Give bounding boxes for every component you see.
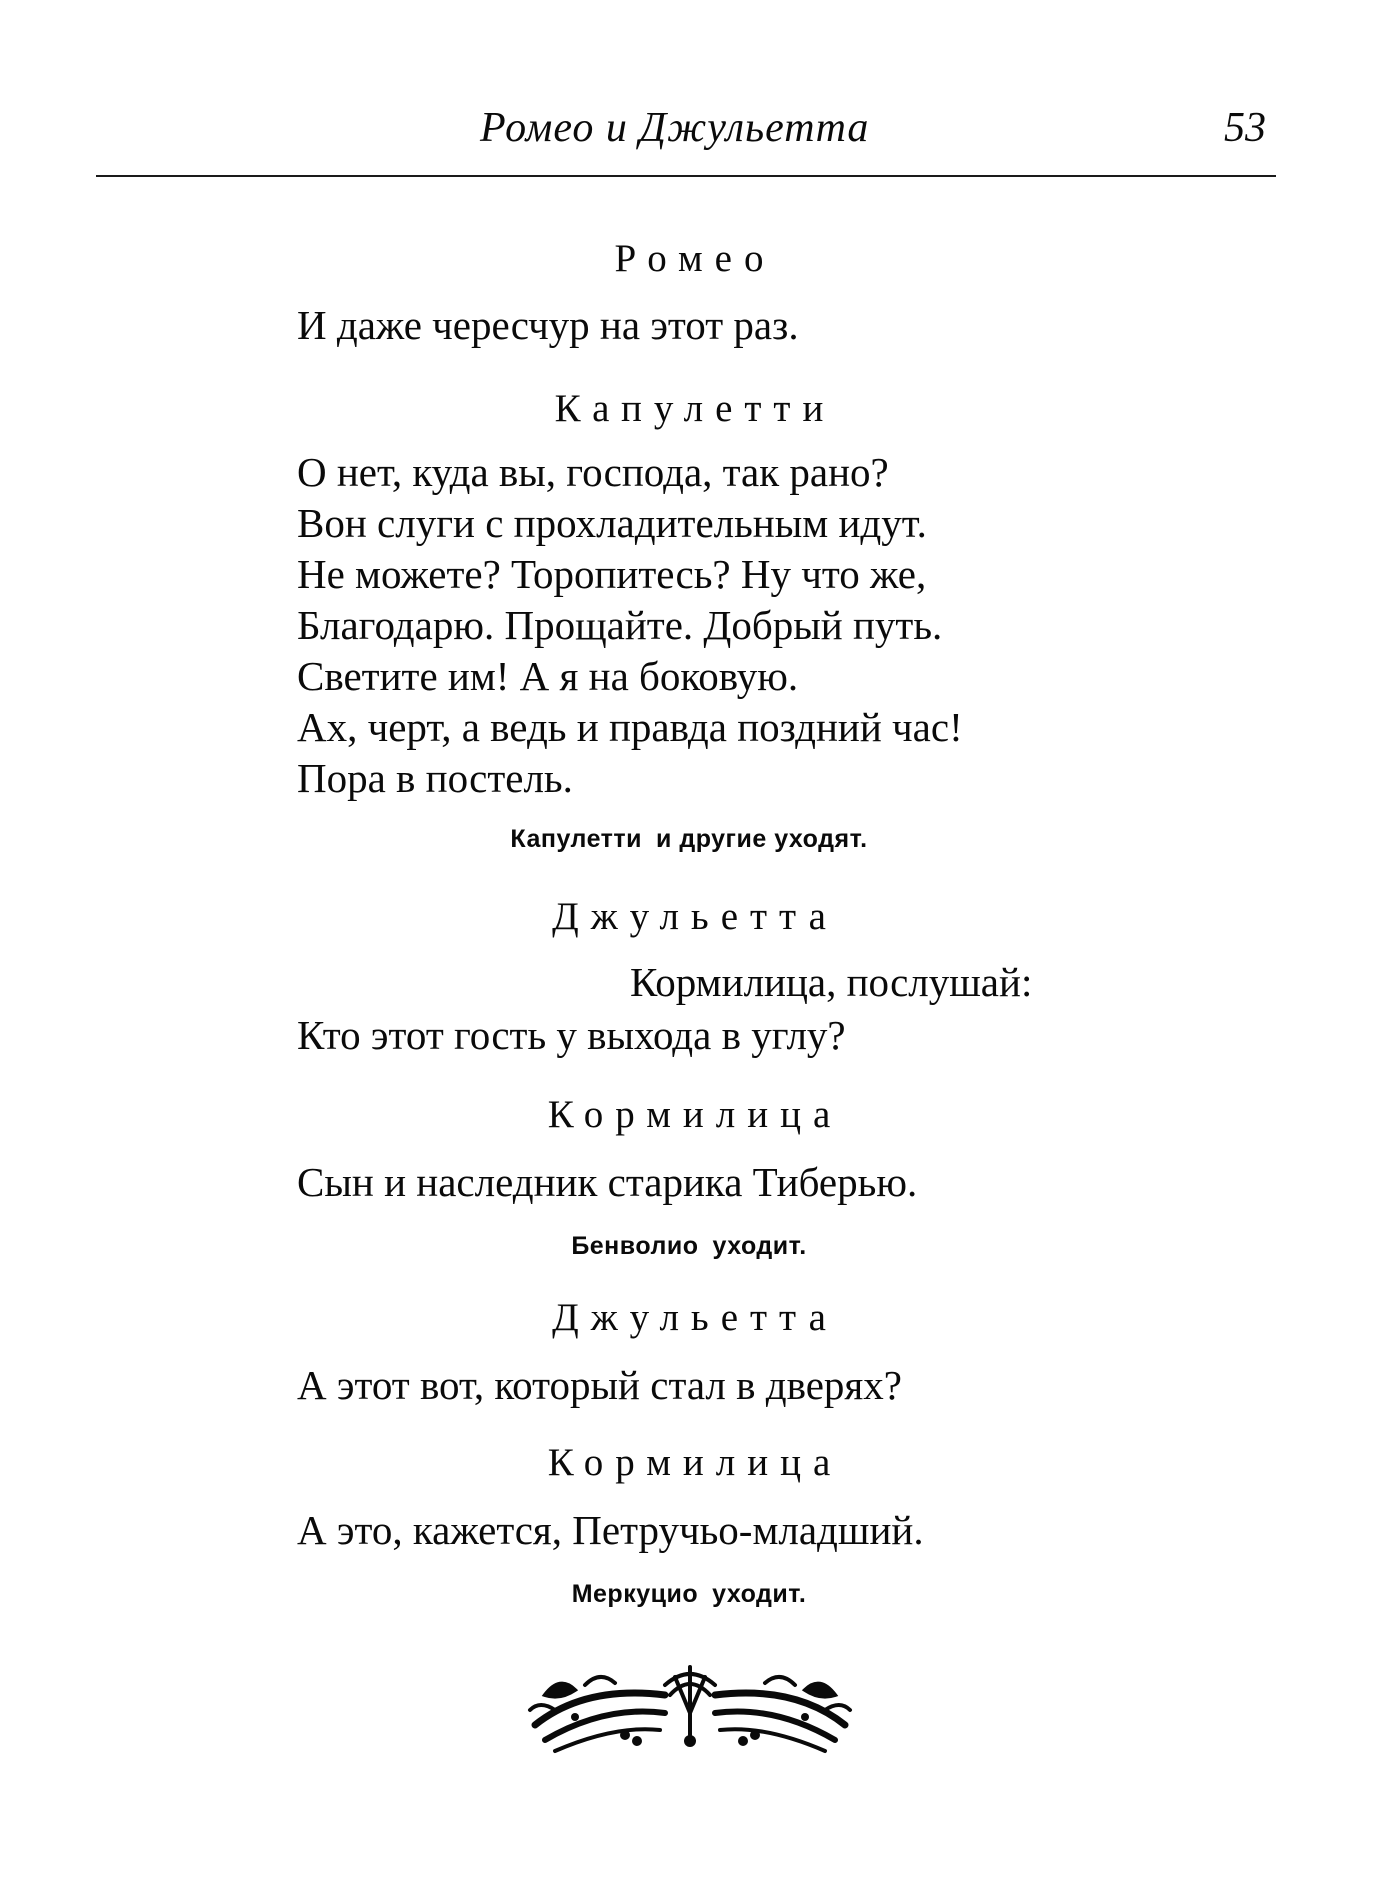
speaker-name: Кормилица <box>547 1093 843 1136</box>
verse-block <box>297 1157 917 1208</box>
verse-line: О нет, куда вы, господа, так рано? <box>297 449 889 495</box>
stage-direction-action: уходит. <box>712 1580 807 1608</box>
stage-direction <box>0 825 1378 854</box>
speaker-name: Джульетта <box>552 895 838 938</box>
verse-line: А это, кажется, Петручьо-младший. <box>297 1507 924 1553</box>
verse-block <box>297 1360 902 1411</box>
stage-direction <box>0 1232 1378 1261</box>
verse-block <box>297 1505 924 1556</box>
page-number: 53 <box>1224 105 1266 151</box>
verse-line: Вон слуги с прохладительным идут. <box>297 500 927 546</box>
running-title: Ромео и Джульетта <box>480 105 870 151</box>
speaker-name: Ромео <box>614 237 776 280</box>
stage-direction-action: уходит. <box>712 1232 807 1260</box>
verse-line: Не можете? Торопитесь? Ну что же, <box>297 551 927 597</box>
stage-direction-name: Капулетти <box>510 825 643 853</box>
speaker-name: Капулетти <box>554 387 836 430</box>
verse-line: Благодарю. Прощайте. Добрый путь. <box>297 602 943 648</box>
verse-line: Пора в постель. <box>297 755 573 801</box>
verse-line: Сын и наследник старика Тиберью. <box>297 1159 918 1205</box>
header-rule <box>96 175 1276 177</box>
verse-line-indented: Кормилица, послушай: <box>630 959 1033 1005</box>
verse-line: И даже чересчур на этот раз. <box>297 302 799 348</box>
verse-block <box>297 447 963 804</box>
verse-line: Кто этот гость у выхода в углу? <box>297 1012 846 1058</box>
verse-line: Светите им! А я на боковую. <box>297 653 799 699</box>
stage-direction-name: Бенволио <box>571 1232 699 1260</box>
floral-tailpiece-icon <box>515 1655 865 1760</box>
verse-block <box>297 300 799 351</box>
speaker-name: Джульетта <box>552 1296 838 1339</box>
stage-direction-action: и другие уходят. <box>656 825 868 853</box>
stage-direction <box>0 1580 1378 1609</box>
verse-block <box>297 1010 846 1061</box>
speaker-name: Кормилица <box>547 1441 843 1484</box>
verse-line: Ах, черт, а ведь и правда поздний час! <box>297 704 963 750</box>
stage-direction-name: Меркуцио <box>571 1580 699 1608</box>
verse-line: А этот вот, который стал в дверях? <box>297 1362 902 1408</box>
